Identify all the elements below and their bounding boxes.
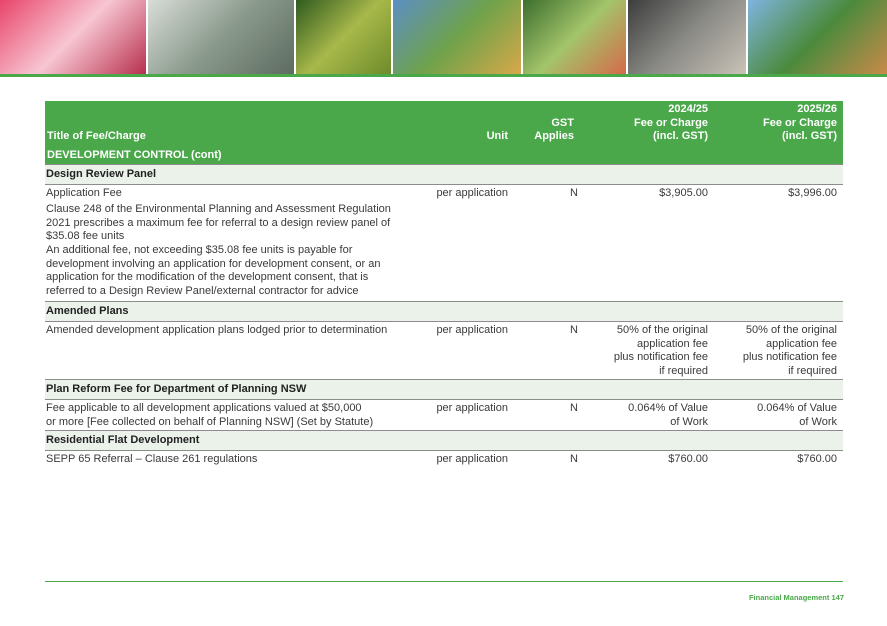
text-line: 2025/26 (797, 103, 837, 115)
section-row (45, 147, 843, 165)
text-line: 2024/25 (668, 103, 708, 115)
text-line: or more [Fee collected on behalf of Planning NSW] (Set by Statute) (46, 415, 374, 428)
unit-cell (417, 201, 514, 302)
photo-frog (296, 0, 393, 74)
text-line: application for the modification of the development consent, that is (46, 271, 369, 284)
fee-2024-25-cell (580, 184, 714, 201)
text-line: if required (788, 364, 837, 377)
text-line: plus notification fee (613, 351, 708, 364)
unit-cell: per application (436, 452, 508, 465)
photo-street-shoppers (628, 0, 748, 74)
table-row (45, 201, 843, 302)
table-row (45, 322, 843, 380)
gst-cell: N (570, 186, 578, 199)
text-line: Application Fee (46, 186, 122, 199)
photo-children-reading (0, 0, 148, 74)
header-fee-2025-26 (714, 101, 843, 147)
group-title: Design Review Panel (45, 165, 843, 185)
table-header-row (45, 101, 843, 147)
text-line: referred to a Design Review Panel/external contractor for advice (46, 284, 359, 297)
group-title: Residential Flat Development (45, 431, 843, 451)
text-line: Applies (534, 130, 574, 142)
photo-family-bush (523, 0, 628, 74)
gst-cell (514, 201, 580, 302)
text-line: application fee (637, 337, 708, 350)
text-line: of Work (799, 415, 837, 428)
text-line: 0.064% of Value (628, 402, 708, 414)
gst-cell: N (570, 402, 578, 414)
fee-2024-25-cell (580, 201, 714, 302)
fee-title-cell (45, 400, 417, 431)
unit-cell: per application (436, 402, 508, 414)
header-title: Title of Fee/Charge (45, 101, 417, 147)
fee-2024-25-cell (580, 400, 714, 431)
fee-2025-26-cell (714, 201, 843, 302)
text-line: $760.00 (668, 452, 708, 465)
text-line: 50% of the original (616, 324, 708, 337)
text-line: development involving an application for development consent, or an (46, 257, 381, 270)
gst-cell: N (570, 324, 578, 337)
text-line: $3,996.00 (788, 186, 837, 199)
header-fee-2024-25 (580, 101, 714, 147)
text-line: (incl. GST) (782, 130, 837, 142)
fee-2025-26-cell (714, 450, 843, 467)
unit-cell: per application (436, 324, 508, 337)
group-row (45, 380, 843, 400)
photo-electric-car-charging (148, 0, 296, 74)
group-title: Amended Plans (45, 302, 843, 322)
group-title: Plan Reform Fee for Department of Planning NSW (45, 380, 843, 400)
fee-table (45, 101, 843, 467)
text-line: 0.064% of Value (757, 402, 837, 414)
fee-2025-26-cell (714, 322, 843, 380)
footer-divider (45, 581, 843, 582)
table-row (45, 400, 843, 431)
text-line: Clause 248 of the Environmental Planning and Assessment Regulation (46, 203, 391, 216)
fee-2025-26-cell (714, 184, 843, 201)
text-line: $35.08 fee units (46, 230, 125, 243)
group-row (45, 165, 843, 185)
text-line: An additional fee, not exceeding $35.08 fee units is payable for (46, 244, 353, 257)
group-row (45, 302, 843, 322)
text-line: 50% of the original (745, 324, 837, 337)
fee-title-cell (45, 184, 417, 201)
fee-title-cell (45, 201, 417, 302)
text-line: Fee or Charge (634, 116, 708, 129)
page-footer: Financial Management 147 (748, 593, 844, 602)
section-title: DEVELOPMENT CONTROL (cont) (45, 147, 843, 165)
text-line: Fee or Charge (763, 116, 837, 129)
header-unit: Unit (417, 101, 514, 147)
photo-banner (0, 0, 887, 74)
table-row (45, 184, 843, 201)
text-line: 2021 prescribes a maximum fee for referral to a design review panel of (46, 216, 391, 229)
gst-cell: N (570, 452, 578, 465)
text-line: SEPP 65 Referral – Clause 261 regulations (46, 452, 258, 465)
header-gst (514, 101, 580, 147)
fee-2024-25-cell (580, 450, 714, 467)
unit-cell: per application (436, 186, 508, 199)
group-row (45, 431, 843, 451)
table-row (45, 450, 843, 467)
banner-divider (0, 74, 887, 77)
text-line: Fee applicable to all development applications valued at $50,000 (46, 402, 362, 414)
photo-family-park (393, 0, 523, 74)
text-line: plus notification fee (742, 351, 837, 364)
text-line: of Work (670, 415, 708, 428)
text-line: GST (551, 116, 574, 129)
text-line: $760.00 (797, 452, 837, 465)
photo-town-plaza (748, 0, 887, 74)
fee-2025-26-cell (714, 400, 843, 431)
fee-2024-25-cell (580, 322, 714, 380)
text-line: if required (659, 364, 708, 377)
text-line: application fee (766, 337, 837, 350)
fee-title-cell (45, 322, 417, 380)
text-line: Amended development application plans lodged prior to determination (46, 324, 388, 337)
text-line: (incl. GST) (653, 130, 708, 142)
fee-title-cell (45, 450, 417, 467)
text-line: $3,905.00 (659, 186, 708, 199)
